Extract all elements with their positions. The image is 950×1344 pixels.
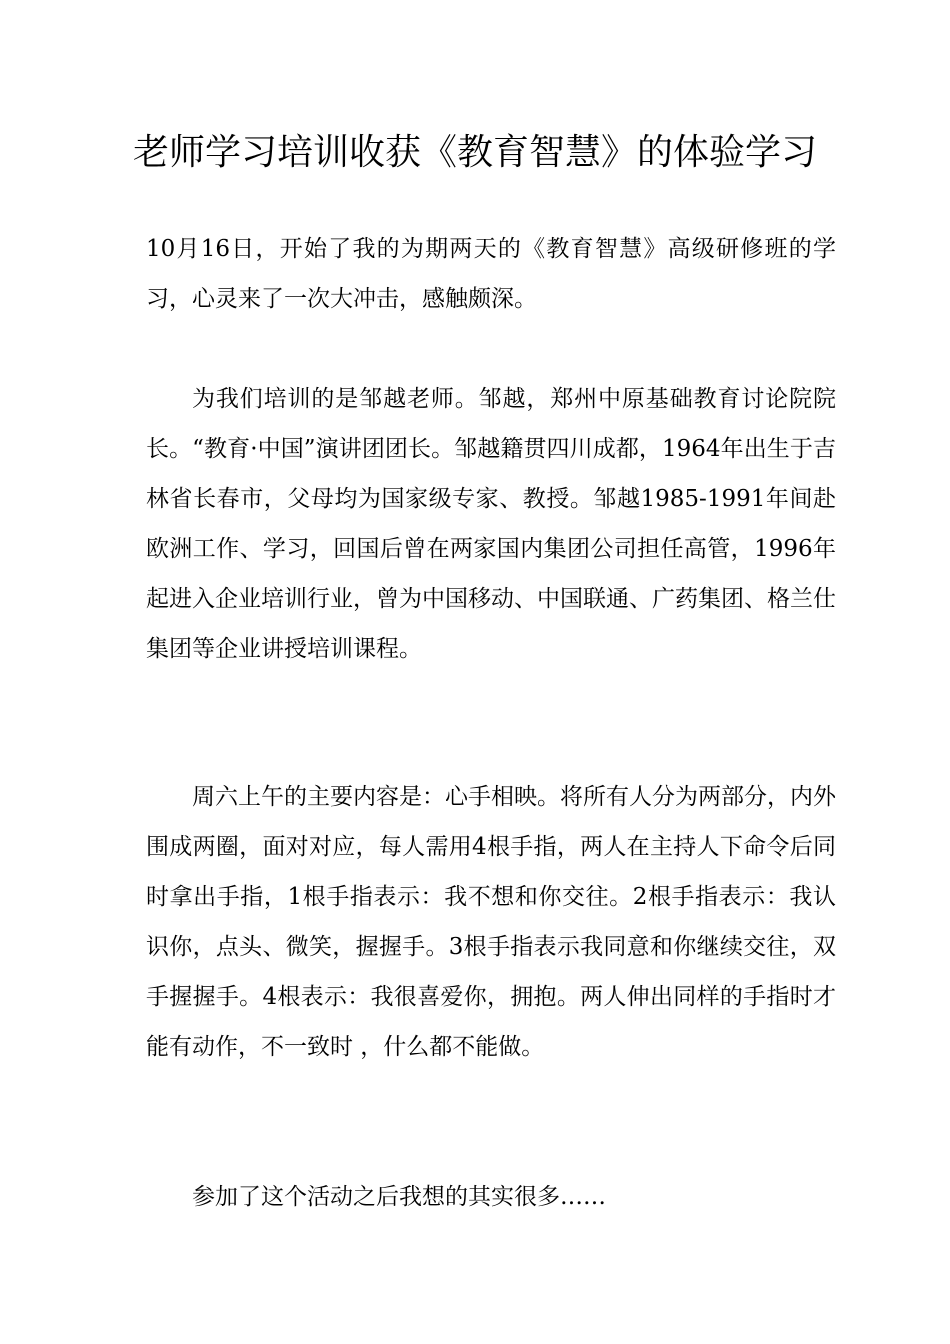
document-title: 老师学习培训收获《教育智慧》的体验学习 bbox=[132, 132, 817, 173]
paragraph-trainer-bio: 为我们培训的是邹越老师。邹越，郑州中原基础教育讨论院院长。“教育·中国”演讲团团长。邹越籍贯四川成都，1964年出生于吉林省长春市，父母均为国家级专家、教授。邹越1985-1991年间赴欧洲工作、学习，回国后曾在两家国内集团公司担任高管，1996年起进入企业培训行业，曾为中国移动、中国联通、广药集团、格兰仕集团等企业讲授培训课程。 bbox=[146, 386, 836, 662]
paragraph-activity: 周六上午的主要内容是：心手相映。将所有人分为两部分，内外围成两圈，面对对应，每人需用4根手指，两人在主持人下命令后同时拿出手指，1根手指表示：我不想和你交往。2根手指表示：我认识你，点头、微笑，握握手。3根手指表示我同意和你继续交往，双手握握手。4根表示：我很喜爱你，拥抱。两人伸出同样的手指时才能有动作，不一致时 ，什么都不能做。 bbox=[146, 784, 836, 1060]
paragraph-intro: 10月16日，开始了我的为期两天的《教育智慧》高级研修班的学习，心灵来了一次大冲击，感触颇深。 bbox=[146, 236, 836, 312]
paragraph-reflection: 参加了这个活动之后我想的其实很多…… bbox=[192, 1184, 606, 1210]
